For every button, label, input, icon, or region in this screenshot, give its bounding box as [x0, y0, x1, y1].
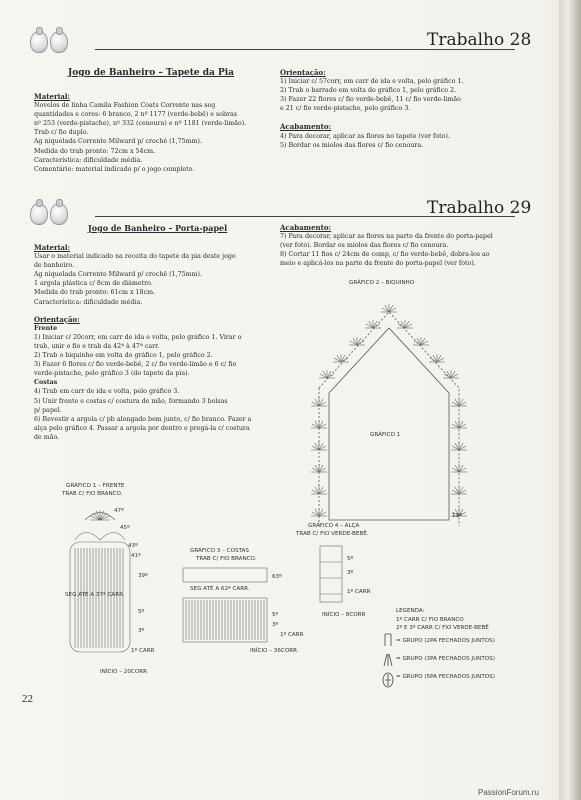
- text-line: trab, unir o fio e trab da 42ª à 47ª carr.: [34, 342, 160, 350]
- g1b-seg: SEG ATÉ A 37ª CARR.: [65, 592, 125, 598]
- group-3-icon: [384, 654, 392, 666]
- g3-start: INÍCIO – 36CORR: [250, 648, 297, 654]
- legend-1: 1º CARR C/ FIO BRANCO: [396, 617, 464, 623]
- g4-start: INÍCIO – 8CORR: [322, 612, 366, 618]
- g3-row63: 63º: [272, 574, 282, 580]
- g2-edge: [319, 312, 459, 526]
- g1-label: GRÁFICO 1: [370, 432, 401, 438]
- text-line: 1) Iniciar c/ 20corr, em carr de ida e volta, pelo gráfico 1. Virar o: [34, 333, 242, 341]
- t28-orientation: [280, 68, 520, 150]
- legend-4: = GRUPO (3PA FECHADOS JUNTOS): [396, 656, 495, 662]
- g3-row5: 5º: [272, 612, 279, 618]
- page-number: 22: [22, 693, 33, 705]
- t29-material-label: Material:: [34, 243, 71, 252]
- yarn-ball-icon: [50, 31, 68, 53]
- text-line: Comentário: material indicado p/ o jogo completo.: [34, 165, 195, 173]
- g1b-row45: 45º: [120, 525, 130, 531]
- text-line: verde-pistache, pelo gráfico 3 (do tapete da pia).: [34, 370, 190, 378]
- t29-costas-label: Costas: [34, 379, 58, 387]
- t29-acabamento: [280, 223, 520, 268]
- g2-row-label: 11º: [452, 513, 462, 519]
- g4-sub: TRAB C/ FIO VERDE-BEBÊ.: [296, 531, 369, 537]
- g3-seg: SEG ATÉ A 62ª CARR.: [190, 586, 250, 592]
- yarn-ball-icon: [30, 203, 48, 225]
- text-line: Medida do trab pronto: 61cm x 18cm.: [34, 289, 156, 297]
- text-line: Medida do trab pronto: 72cm x 54cm.: [34, 147, 156, 155]
- g1b-row43: 43º: [128, 543, 138, 549]
- text-line: de mão.: [34, 433, 60, 441]
- t29-frente-label: Frente: [34, 324, 58, 332]
- text-line: 8) Cortar 11 fios c/ 24cm de comp, c/ fio verde-bebê, dobra-los ao: [280, 251, 490, 259]
- legend-2: 2º E 3º CARR C/ FIO VERDE-BEBÊ: [396, 625, 489, 631]
- text-line: 5) Unir frente e costas c/ costura de mão, formando 3 bolsas: [34, 397, 228, 405]
- g3-row3: 3º: [272, 622, 279, 628]
- t28-heading: Jogo de Banheiro – Tapete da Pia: [68, 68, 235, 78]
- g1b-start: INÍCIO – 20CORR: [100, 669, 147, 675]
- g3-title: GRÁFICO 3 – COSTAS: [190, 548, 249, 554]
- g3-row1: 1º CARR: [280, 632, 304, 638]
- g4-grid: [318, 544, 348, 604]
- text-line: Trab c/ fio duplo.: [34, 129, 89, 137]
- g3-grid: [180, 566, 272, 656]
- section-title-28: Trabalho 28: [427, 30, 532, 50]
- t28-orient-label: Orientação:: [280, 68, 326, 77]
- text-line: Ag niquelada Corrente Milward p/ crochê (1,75mm).: [34, 138, 203, 146]
- text-line: 5) Bordar os miolos das flores c/ fio cenoura.: [280, 141, 424, 149]
- g1b-row5: 5º: [138, 609, 145, 615]
- group-2-icon: [385, 634, 391, 646]
- text-line: 4) Trab em carr de ida e volta, pelo gráfico 3.: [34, 388, 180, 396]
- yarn-ball-icon: [30, 31, 48, 53]
- g3-sub: TRAB C/ FIO BRANCO.: [196, 556, 257, 562]
- yarn-ball-icon: [50, 203, 68, 225]
- text-line: (ver foto). Bordar os miolos das flores c/ fio cenoura.: [280, 242, 449, 250]
- text-line: 3) Fazer 22 flores c/ fio verde-bebê, 11 c/ fio verde-limão: [280, 96, 461, 104]
- text-line: 6) Revestir a argola c/ pb alongado bem junto, c/ fio branco. Fazer a: [34, 415, 252, 423]
- g4-row3: 3º: [347, 570, 354, 576]
- text-line: Usar o material indicado na receita do tapete da pia deste jogo: [34, 253, 236, 261]
- text-line: 1 argola plástica c/ 8cm de diâmetro.: [34, 280, 153, 288]
- g2-title: GRÁFICO 2 – BIQUINHO: [349, 280, 415, 286]
- g1b-row3: 3º: [138, 628, 145, 634]
- text-line: 1) Iniciar c/ 57corr, em carr de ida e volta, pelo gráfico 1.: [280, 78, 464, 86]
- t29-acab-label: Acabamento:: [280, 223, 332, 232]
- page-edge: [559, 0, 581, 800]
- g1b-row47: 47º: [114, 508, 124, 514]
- g1b-row39: 39º: [138, 573, 148, 579]
- text-line: Novelos de linha Camila Fashion Coats Corrente nas seg: [34, 102, 216, 110]
- legend-3: = GRUPO (2PA FECHADOS JUNTOS): [396, 638, 495, 644]
- text-line: p/ papel.: [34, 406, 62, 414]
- legend-title: LEGENDA:: [396, 608, 425, 614]
- text-line: e 21 c/ fio verde-pistache, pelo gráfico 3.: [280, 105, 411, 113]
- t29-heading: Jogo de Banheiro – Porta-papel: [88, 223, 228, 233]
- g4-row1: 1º CARR: [347, 589, 371, 595]
- text-line: de banheiro.: [34, 262, 75, 270]
- g1b-title: GRÁFICO 1 – FRENTE: [66, 483, 125, 489]
- text-line: nº 253 (verde-pistache), nº 332 (cenoura) e nº 1181 (verde-limão).: [34, 120, 247, 128]
- text-line: Característica: dificuldade média.: [34, 298, 143, 306]
- text-line: 3) Fazer 6 flores c/ fio verde-bebê, 2 c/ fio verde-limão e 6 c/ fio: [34, 361, 237, 369]
- text-line: 7) Para decorar, aplicar as flores na parte da frente do porta-papel: [280, 233, 493, 241]
- text-line: Característica: dificuldade média.: [34, 156, 143, 164]
- g4-title: GRÁFICO 4 – ALÇA: [308, 523, 360, 529]
- section-title-29: Trabalho 29: [427, 198, 532, 218]
- text-line: Ag niquelada Corrente Milward p/ crochê (1,75mm).: [34, 271, 203, 279]
- text-line: 2) Trab o barrado em volta do gráfico 1, pelo gráfico 2.: [280, 87, 457, 95]
- text-line: alça pelo gráfico 4. Passar a argola por dentro e pregá-la c/ costura: [34, 424, 250, 432]
- t29-orient-label: Orientação:: [34, 314, 80, 324]
- g1b-grid: [65, 500, 135, 660]
- legend-symbols: [381, 632, 395, 692]
- t28-material-label: Material:: [34, 92, 71, 101]
- g1b-row41: 41º: [131, 553, 141, 559]
- text-line: quantidades e cores: 6 branco, 2 nº 1177 (verde-bebê) e sobras: [34, 111, 237, 119]
- legend-5: = GRUPO (5PA FECHADOS JUNTOS): [396, 674, 495, 680]
- t29-material: [34, 243, 274, 442]
- text-line: meio e aplicá-los na parte da frente do porta-papel (ver foto).: [280, 260, 476, 268]
- t28-acab-label: Acabamento:: [280, 122, 332, 132]
- text-line: 4) Para decorar, aplicar as flores no tapete (ver foto).: [280, 132, 450, 140]
- t28-material: [34, 92, 274, 174]
- g1b-sub: TRAB C/ FIO BRANCO.: [62, 491, 123, 497]
- house-diagram: [287, 288, 487, 528]
- g1b-row1: 1º CARR: [131, 648, 155, 654]
- g1-outline: [329, 328, 449, 520]
- text-line: 2) Trab o biquinho em volta do gráfico 1, pelo gráfico 2.: [34, 352, 213, 360]
- g4-row5: 5º: [347, 556, 354, 562]
- site-watermark: PassionForum.ru: [478, 788, 539, 797]
